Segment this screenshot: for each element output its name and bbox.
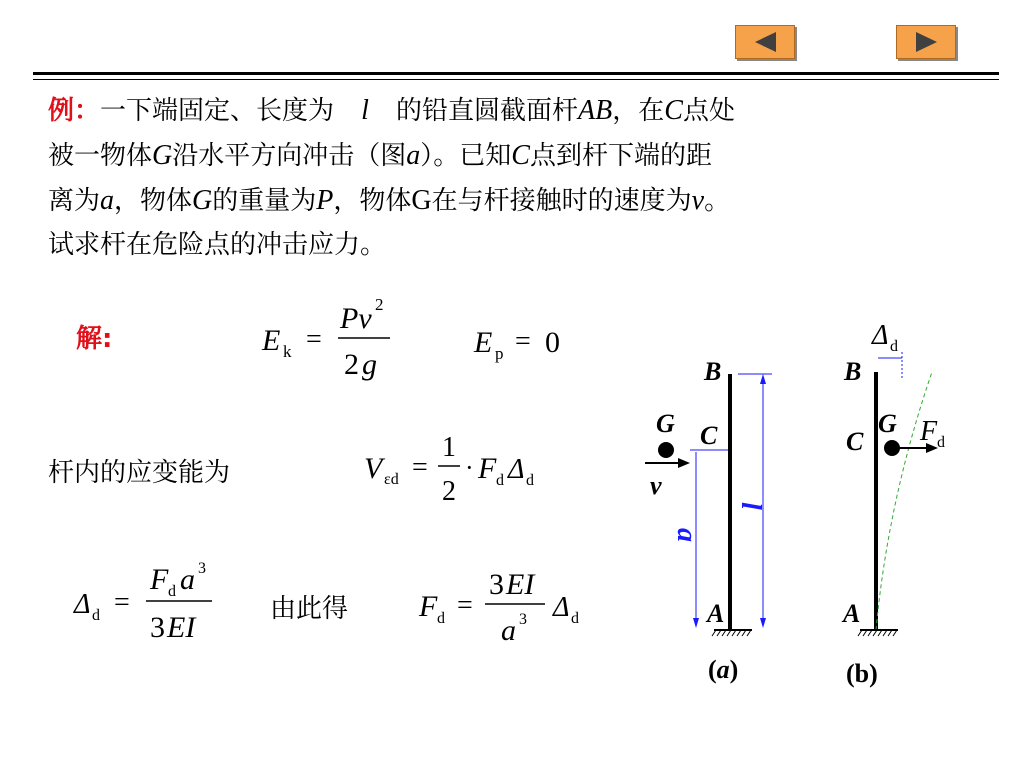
svg-text:E: E: [262, 324, 281, 357]
label-fd-b: F: [920, 416, 938, 447]
problem-line-3: 离为a，物体G的重量为P，物体G在与杆接触时的速度为v。: [48, 185, 731, 216]
svg-text:2: 2: [375, 295, 384, 314]
triangle-left-icon: [736, 26, 794, 58]
problem-line-2: 被一物体G沿水平方向冲击（图a）。已知C点到杆下端的距: [48, 140, 712, 171]
svg-text:F: F: [478, 452, 497, 485]
svg-text:=: =: [306, 324, 322, 355]
svg-text:3: 3: [150, 611, 165, 644]
problem-line-4: 试求杆在危险点的冲击应力。: [48, 230, 387, 260]
problem-statement: [48, 88, 948, 268]
svg-text:E: E: [474, 326, 493, 359]
problem-line-1: 例：一下端固定、长度为 l 的铅直圆截面杆AB，在C点处: [48, 95, 735, 126]
svg-text:g: g: [362, 348, 377, 381]
label-delta-b: Δ: [872, 320, 889, 351]
svg-text:a: a: [501, 614, 516, 647]
svg-text:Δ: Δ: [508, 454, 525, 485]
label-a-point-b: A: [843, 599, 861, 628]
equation-impact-force: [415, 568, 595, 658]
svg-text:εd: εd: [384, 471, 399, 488]
label-a-point-a: A: [707, 599, 725, 628]
equation-kinetic-energy: [258, 290, 408, 385]
equation-potential-energy: [470, 320, 580, 370]
header-rule-thin: [33, 79, 999, 80]
triangle-right-icon: [897, 26, 955, 58]
label-g-a: G: [656, 409, 675, 438]
svg-text:p: p: [495, 344, 504, 363]
svg-text:2: 2: [442, 476, 456, 507]
svg-text:d: d: [92, 607, 100, 624]
equation-deflection: [70, 555, 230, 650]
caption-b: (b): [846, 659, 878, 688]
svg-text:3: 3: [489, 568, 504, 601]
label-b-a: B: [704, 357, 722, 386]
hence-text: 由此得: [270, 594, 349, 624]
svg-text:d: d: [496, 472, 504, 489]
equation-strain-energy: [360, 428, 550, 518]
svg-text:F: F: [419, 590, 438, 623]
svg-text:d: d: [937, 434, 945, 451]
svg-text:Pv: Pv: [340, 302, 372, 335]
label-distance-a: a: [671, 528, 702, 542]
strain-energy-text: 杆内的应变能为: [48, 458, 231, 488]
svg-text:EI: EI: [506, 568, 535, 601]
svg-text:d: d: [571, 610, 579, 627]
svg-text:k: k: [283, 342, 292, 361]
svg-text:3: 3: [519, 611, 527, 628]
label-c-b: C: [846, 427, 864, 456]
caption-a: (a): [708, 655, 739, 684]
impacting-body-b: [884, 440, 900, 456]
svg-text:a: a: [180, 563, 195, 596]
svg-text:d: d: [526, 472, 534, 489]
svg-text:=: =: [515, 326, 531, 357]
figure-b: [841, 320, 945, 688]
example-label: 例：: [48, 96, 101, 126]
svg-text:EI: EI: [167, 611, 196, 644]
label-b-b: B: [844, 357, 862, 386]
svg-text:=: =: [457, 590, 473, 621]
impact-figure: [620, 300, 960, 700]
figure-a: [645, 357, 772, 684]
impacting-body-a: [658, 442, 674, 458]
svg-text:d: d: [168, 583, 176, 600]
svg-text:Δ: Δ: [553, 592, 570, 623]
svg-text:2: 2: [344, 348, 359, 381]
label-v-a: v: [650, 471, 662, 500]
svg-text:=: =: [412, 452, 428, 483]
header-rule-thick: [33, 72, 999, 75]
previous-slide-button[interactable]: [735, 25, 795, 59]
svg-text:Δ: Δ: [74, 589, 91, 620]
svg-text:3: 3: [198, 560, 206, 577]
label-g-b: G: [878, 409, 897, 438]
svg-text:F: F: [150, 563, 169, 596]
svg-text:=: =: [114, 587, 130, 618]
solution-label: 解:: [76, 324, 113, 354]
label-c-a: C: [700, 421, 718, 450]
svg-text:d: d: [437, 610, 445, 627]
svg-text:V: V: [364, 452, 383, 485]
svg-text:0: 0: [545, 326, 560, 359]
svg-text:d: d: [890, 338, 898, 355]
svg-text:1: 1: [442, 432, 456, 463]
label-length-l: l: [735, 502, 766, 510]
svg-text:·: ·: [465, 453, 474, 482]
next-slide-button[interactable]: [896, 25, 956, 59]
